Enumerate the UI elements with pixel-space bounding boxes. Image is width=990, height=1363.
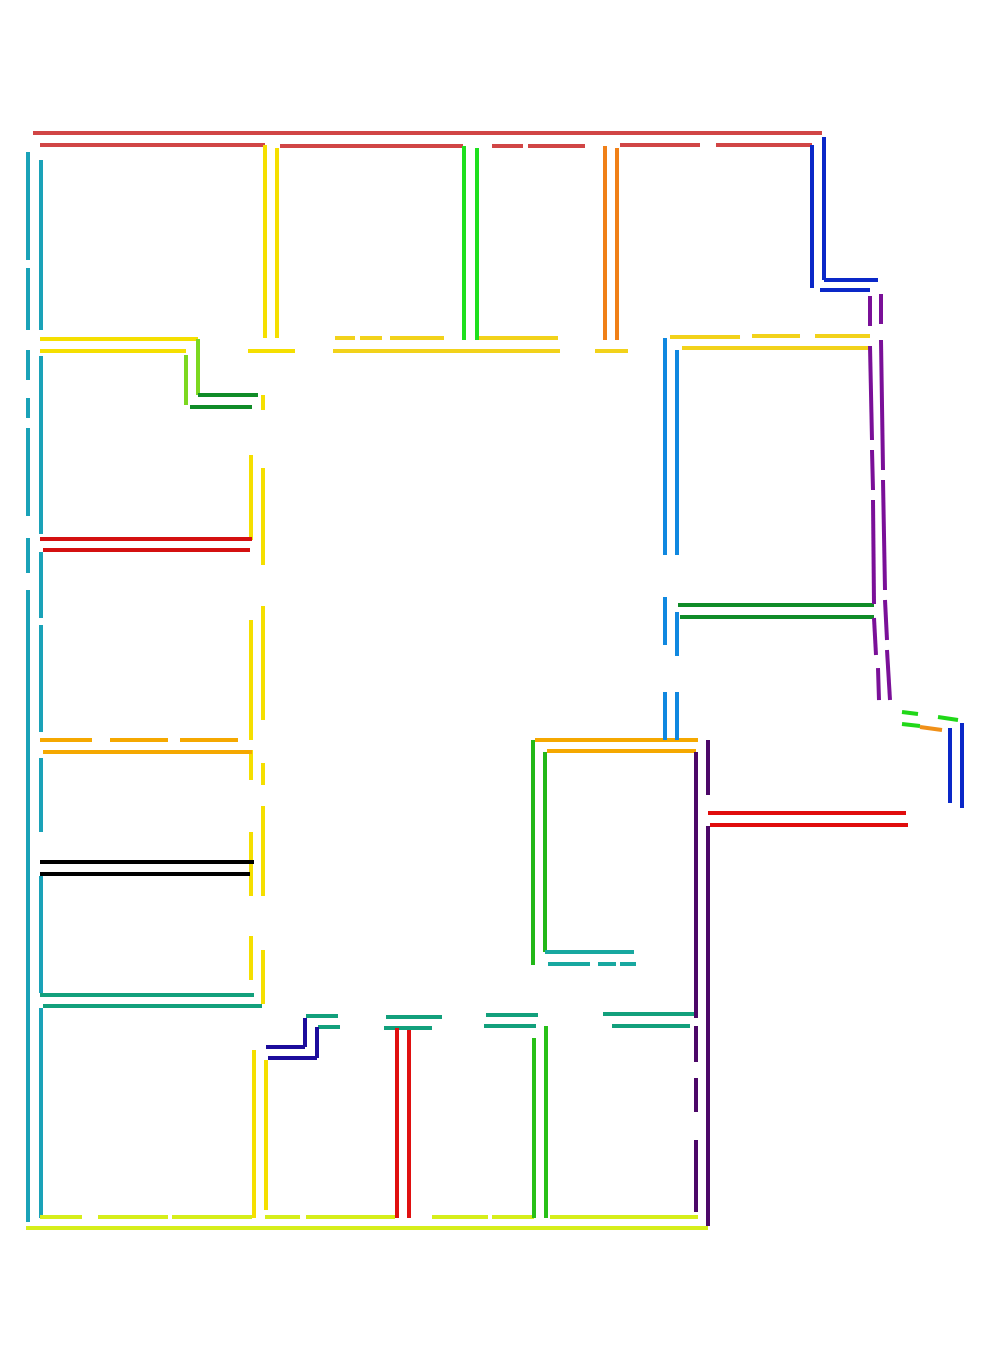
lime-green-closet	[186, 339, 198, 405]
orange-vertical-divider	[605, 146, 617, 340]
top-exterior-wall	[33, 133, 822, 146]
right-orange-dashed-wall	[920, 727, 942, 730]
right-green-dashed-wall	[902, 712, 958, 726]
right-blue-short-wall	[950, 723, 962, 808]
navy-closet	[266, 1018, 317, 1058]
right-column-blue-wall	[665, 338, 677, 740]
right-purple-wall	[870, 294, 890, 700]
bottom-green-divider	[534, 1026, 546, 1218]
right-green-divider	[678, 605, 874, 617]
dark-purple-wall	[696, 740, 708, 1226]
core-room-amber-wall	[535, 740, 698, 751]
green-closet-wall	[190, 395, 258, 407]
left-exterior-wall	[28, 152, 41, 1222]
upper-right-blue-wall	[812, 137, 878, 290]
teal-divider-lower	[40, 995, 698, 1028]
right-red-divider	[708, 813, 908, 825]
gold-horizontal-divider	[333, 336, 870, 351]
green-vertical-divider	[464, 146, 477, 340]
bottom-exterior-wall	[26, 1217, 708, 1228]
core-room-teal-wall	[545, 952, 636, 964]
black-divider	[40, 862, 254, 874]
yellow-room-divider-left	[40, 145, 295, 1218]
bottom-red-divider	[397, 1028, 409, 1218]
red-divider-left	[40, 539, 252, 550]
amber-divider-left	[40, 740, 252, 752]
core-room-green-wall	[533, 740, 545, 965]
